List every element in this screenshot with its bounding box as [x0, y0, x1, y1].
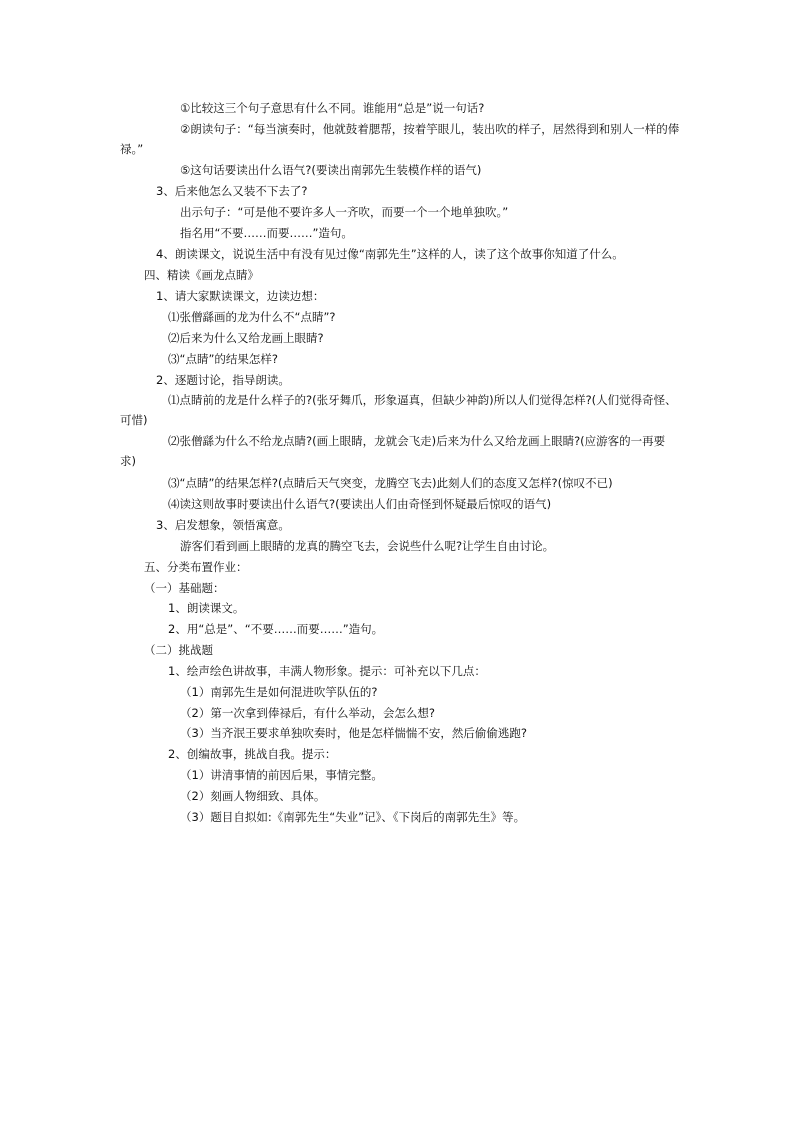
- subheading-challenge: （二）挑战题: [144, 643, 213, 657]
- answer-1: ⑴点睛前的龙是什么样子的?(张牙舞爪，形象逼真，但缺少神韵)所以人们觉得怎样?(人们觉得奇怪、可惜): [120, 393, 677, 427]
- answer-3: ⑶“点睛”的结果怎样?(点睛后天气突变，龙腾空飞去)此刻人们的态度又怎样?(惊叹不已): [168, 476, 613, 490]
- line-free-discussion: 游客们看到画上眼睛的龙真的腾空飞去，会说些什么呢?让学生自由讨论。: [180, 539, 555, 553]
- challenge-task-1: 1、绘声绘色讲故事，丰满人物形象。提示：可补充以下几点：: [168, 664, 486, 678]
- subheading-basic: （一）基础题：: [144, 581, 225, 595]
- challenge-hint-1: （1）南郭先生是如何混进吹竽队伍的?: [180, 685, 378, 699]
- line-read-sentence: ②朗读句子：“每当演奏时，他就鼓着腮帮，按着竽眼儿，装出吹的样子，居然得到和别人一样的俸禄。”: [120, 122, 680, 156]
- creative-hint-2: （2）刻画人物细致、具体。: [180, 789, 326, 803]
- line-compare-sentences: ①比较这三个句子意思有什么不同。谁能用“总是”说一句话?: [180, 101, 485, 115]
- line-tone-question: ⑤这句话要读出什么语气?(要读出南郭先生装模作样的语气): [180, 163, 482, 177]
- line-step-4: 4、朗读课文，说说生活中有没有见过像“南郭先生”这样的人，读了这个故事你知道了什么。: [156, 247, 624, 261]
- line-make-sentence: 指名用“不要……而要……”造句。: [180, 226, 353, 240]
- line-discussion: 2、逐题讨论，指导朗读。: [156, 373, 290, 387]
- creative-hint-1: （1）讲清事情的前因后果，事情完整。: [180, 768, 383, 782]
- line-step-3: 3、后来他怎么又装不下去了?: [156, 184, 308, 198]
- line-show-sentence: 出示句子：“可是他不要许多人一齐吹，而要一个一个地单独吹。”: [180, 205, 509, 219]
- line-imagination: 3、启发想象，领悟寓意。: [156, 518, 290, 532]
- basic-task-1: 1、朗读课文。: [168, 601, 245, 615]
- challenge-task-2: 2、创编故事，挑战自我。提示：: [168, 747, 337, 761]
- line-read-silently: 1、请大家默读课文，边读边想：: [156, 289, 325, 303]
- answer-4: ⑷读这则故事时要读出什么语气?(要读出人们由奇怪到怀疑最后惊叹的语气): [168, 497, 552, 511]
- basic-task-2: 2、用“总是”、“不要……而要……”造句。: [168, 622, 384, 636]
- section-heading-5: 五、分类布置作业：: [144, 560, 248, 574]
- challenge-hint-2: （2）第一次拿到俸禄后，有什么举动，会怎么想?: [180, 706, 435, 720]
- challenge-hint-3: （3）当齐泯王要求单独吹奏时，他是怎样惴惴不安，然后偷偷逃跑?: [180, 726, 527, 740]
- question-1: ⑴张僧繇画的龙为什么不“点睛”?: [168, 310, 336, 324]
- creative-hint-3: （3）题目自拟如:《南郭先生“失业”记》、《下岗后的南郭先生》等。: [180, 810, 526, 824]
- answer-2: ⑵张僧繇为什么不给龙点睛?(画上眼睛，龙就会飞走)后来为什么又给龙画上眼睛?(应游客的一再要求): [120, 434, 666, 468]
- section-heading-4: 四、精读《画龙点睛》: [144, 268, 259, 282]
- question-3: ⑶“点睛”的结果怎样?: [168, 352, 279, 366]
- question-2: ⑵后来为什么又给龙画上眼睛?: [168, 331, 324, 345]
